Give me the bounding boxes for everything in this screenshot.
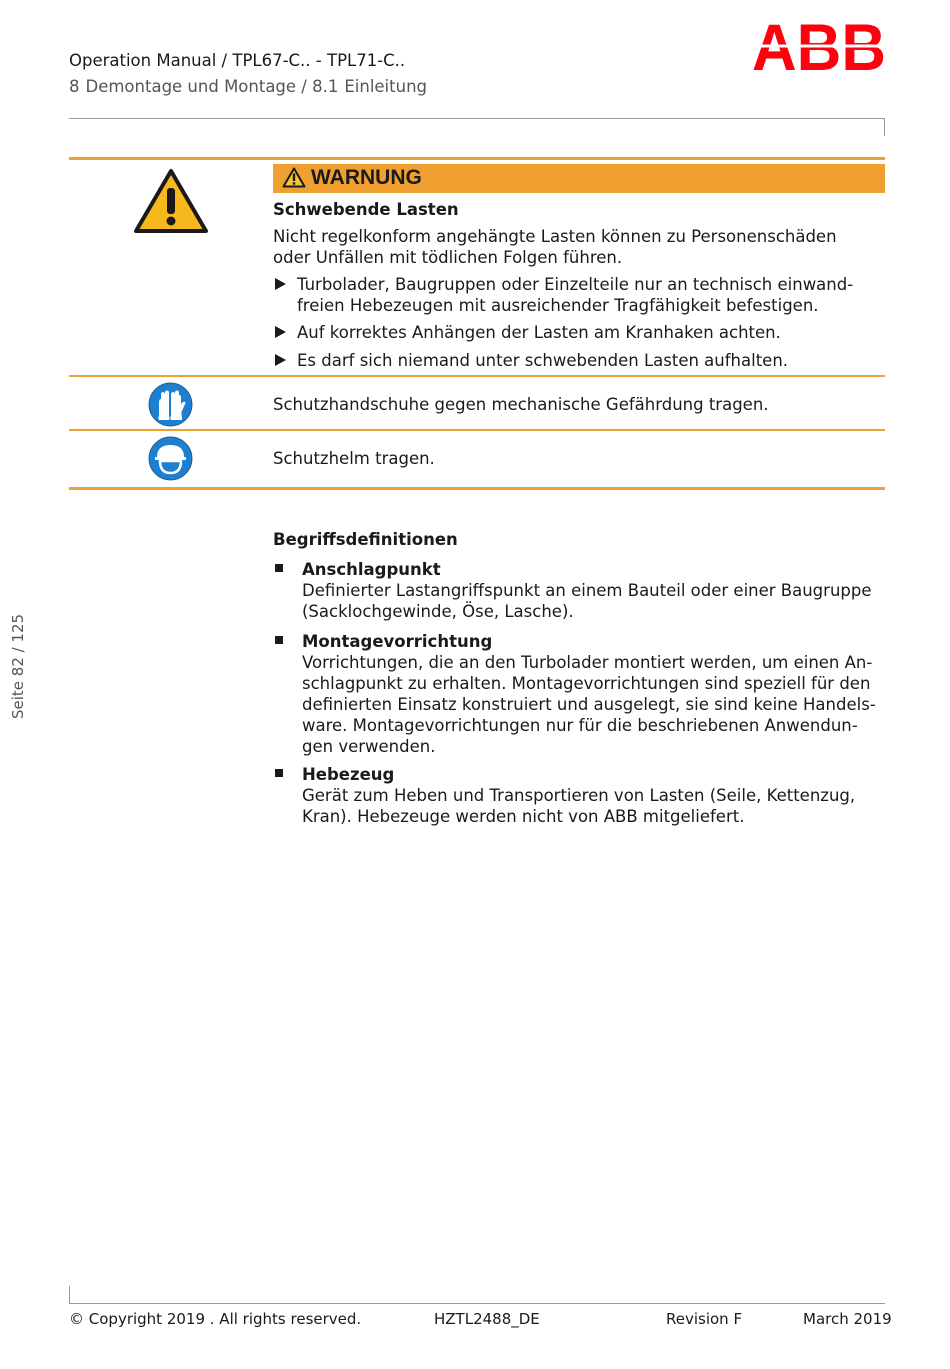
action-bullet-icon — [275, 326, 286, 338]
action-bullet-icon — [275, 354, 286, 366]
section-title: Demontage und Montage / 8.1 — [85, 77, 339, 96]
warning-triangle-icon — [134, 168, 208, 238]
warning-intro-line: Nicht regelkonform angehängte Lasten können zu Personenschäden — [273, 227, 837, 246]
definition-text: Definierter Lastangriffspunkt an einem Bauteil oder einer Baugruppe — [302, 581, 872, 600]
definition-item — [302, 559, 872, 622]
ppe-instruction: Schutzhelm tragen. — [273, 449, 435, 468]
definition-text: Kran). Hebezeuge werden nicht von ABB mitgeliefert. — [302, 807, 745, 826]
definition-text: (Sacklochgewinde, Öse, Lasche). — [302, 602, 574, 621]
side-page-number: Seite 82 / 125 — [9, 613, 27, 719]
definition-text: schlagpunkt zu erhalten. Montagevorrichtungen sind speziell für den — [302, 674, 871, 693]
section-number: 8 — [69, 77, 80, 96]
warning-intro-line: oder Unfällen mit tödlichen Folgen führen. — [273, 248, 623, 267]
ppe-divider — [69, 429, 885, 431]
helmet-icon — [148, 436, 193, 485]
warning-small-icon — [282, 167, 306, 192]
signal-word: WARNUNG — [311, 166, 422, 189]
action-item — [297, 350, 788, 371]
definition-item — [302, 764, 855, 827]
warning-intro — [273, 226, 837, 268]
definition-text: Vorrichtungen, die an den Turbolader montiert werden, um einen An- — [302, 653, 873, 672]
action-text: Auf korrektes Anhängen der Lasten am Kranhaken achten. — [297, 323, 781, 342]
definition-text: definierten Einsatz konstruiert und ausgelegt, sie sind keine Handels- — [302, 695, 876, 714]
action-item — [297, 322, 781, 343]
abb-logo — [752, 20, 886, 76]
definition-bullet-icon — [275, 636, 283, 644]
definition-text: Gerät zum Heben und Transportieren von Lasten (Seile, Kettenzug, — [302, 786, 856, 805]
subsection-title: Einleitung — [344, 77, 428, 96]
header-rule — [69, 118, 885, 119]
warning-title: Schwebende Lasten — [273, 200, 459, 219]
footer-date: March 2019 — [803, 1310, 892, 1328]
action-item — [297, 274, 853, 316]
definition-term: Anschlagpunkt — [302, 560, 441, 579]
document-title: Operation Manual / TPL67-C.. - TPL71-C.. — [69, 51, 406, 70]
svg-text:ABB: ABB — [752, 20, 886, 72]
action-text: Es darf sich niemand unter schwebenden Lasten aufhalten. — [297, 351, 789, 370]
definition-term: Montagevorrichtung — [302, 632, 493, 651]
definition-text: gen verwenden. — [302, 737, 436, 756]
header-rule-tick — [884, 118, 885, 136]
warning-divider — [69, 375, 885, 377]
footer-rule — [69, 1303, 885, 1304]
footer-rule-tick — [69, 1286, 70, 1304]
definition-text: ware. Montagevorrichtungen nur für die beschriebenen Anwendun- — [302, 716, 858, 735]
definition-item — [302, 631, 876, 757]
gloves-icon — [148, 382, 193, 431]
footer-copyright: © Copyright 2019 . All rights reserved. — [69, 1310, 362, 1328]
action-text: freien Hebezeugen mit ausreichender Tragfähigkeit befestigen. — [297, 296, 819, 315]
definitions-heading: Begriffsdefinitionen — [273, 530, 458, 549]
action-text: Turbolader, Baugruppen oder Einzelteile nur an technisch einwand- — [297, 275, 854, 294]
warning-top-border — [69, 157, 885, 160]
action-bullet-icon — [275, 278, 286, 290]
warning-bottom-border — [69, 487, 885, 490]
footer-doc-id: HZTL2488_DE — [434, 1310, 540, 1328]
footer-revision: Revision F — [666, 1310, 743, 1328]
breadcrumb — [69, 77, 433, 96]
definition-bullet-icon — [275, 769, 283, 777]
definition-term: Hebezeug — [302, 765, 395, 784]
ppe-instruction: Schutzhandschuhe gegen mechanische Gefährdung tragen. — [273, 395, 769, 414]
definition-bullet-icon — [275, 564, 283, 572]
